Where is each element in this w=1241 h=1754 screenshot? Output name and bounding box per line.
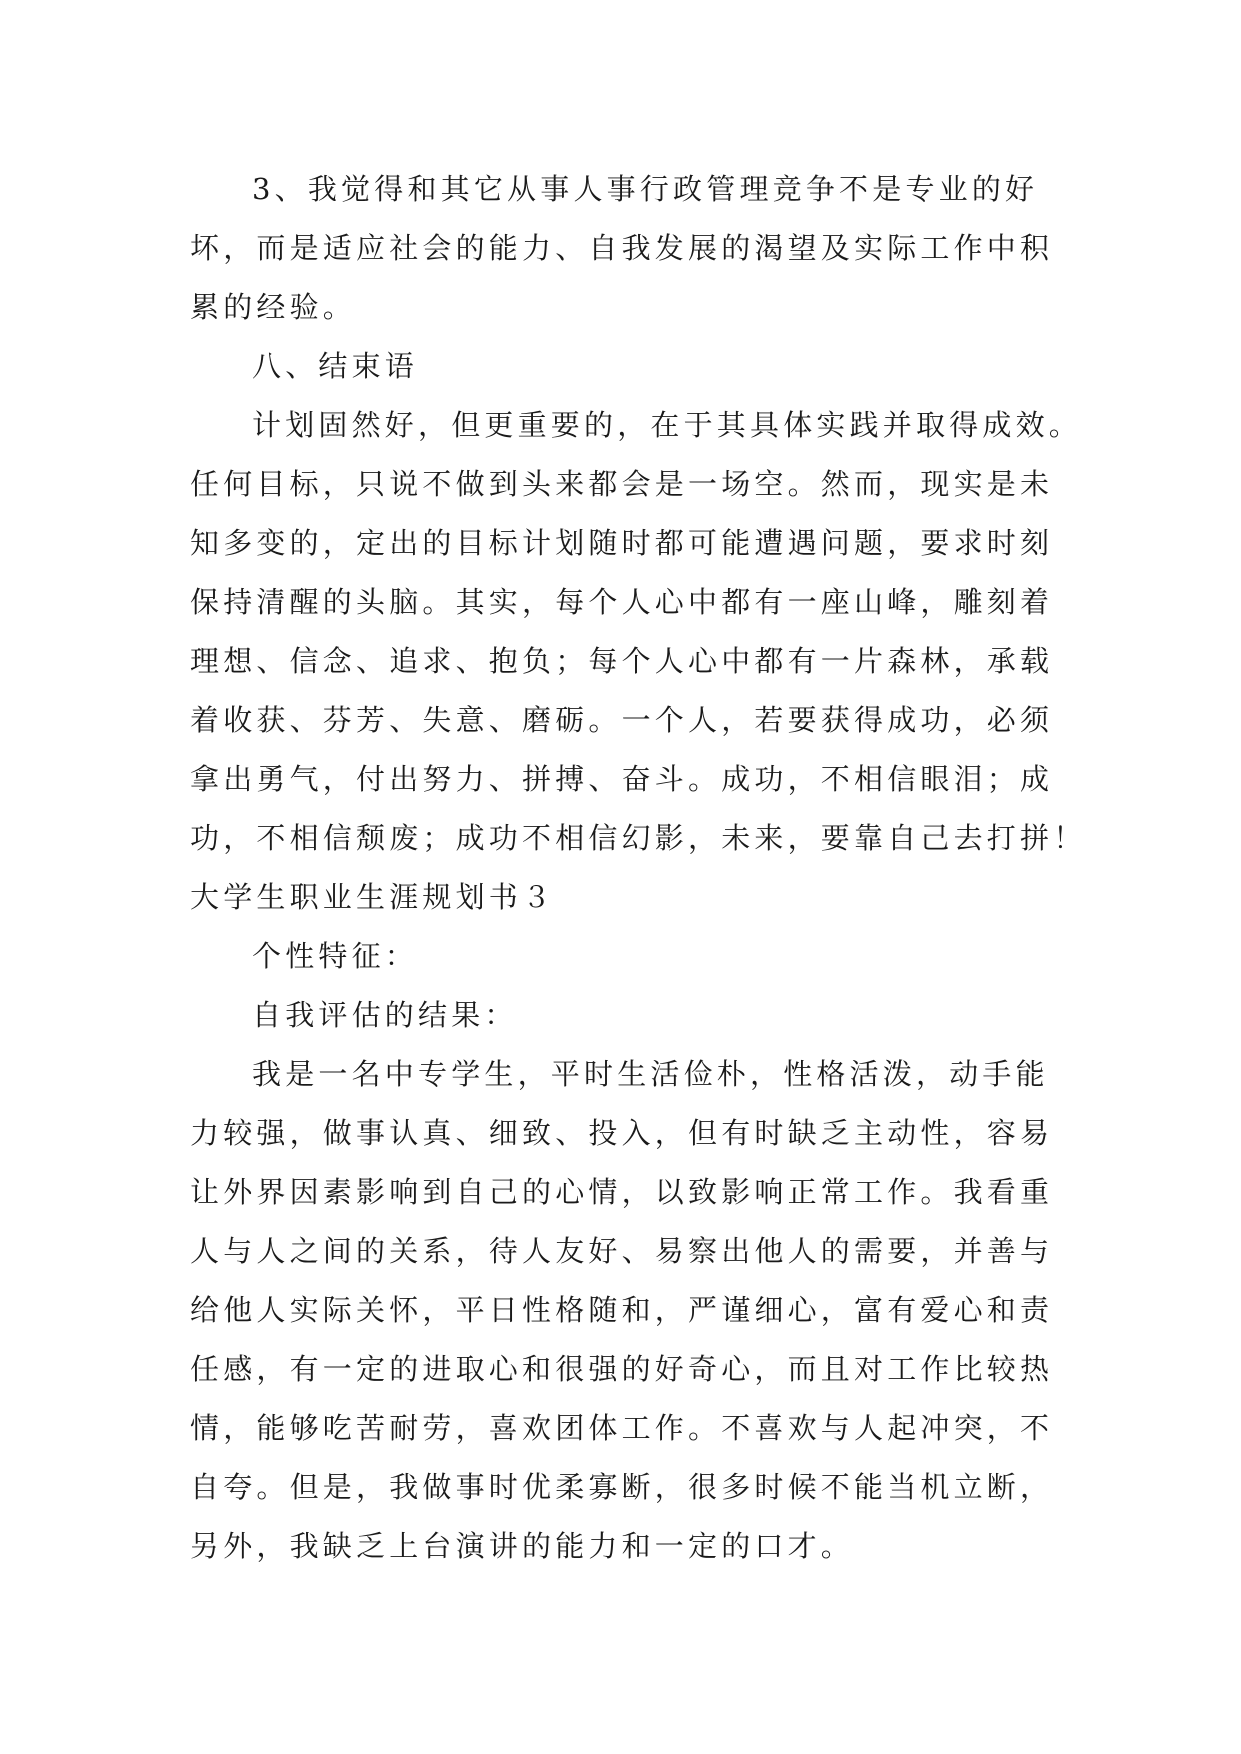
paragraph-line: 坏，而是适应社会的能力、自我发展的渴望及实际工作中积: [190, 231, 1054, 265]
paragraph-line: 情，能够吃苦耐劳，喜欢团体工作。不喜欢与人起冲突，不: [190, 1411, 1054, 1445]
paragraph-line: 让外界因素影响到自己的心情，以致影响正常工作。我看重: [190, 1175, 1054, 1209]
section-heading: 自我评估的结果：: [252, 998, 518, 1032]
section-heading: 八、结束语: [252, 349, 419, 383]
paragraph-line: 拿出勇气，付出努力、拼搏、奋斗。成功，不相信眼泪；成: [190, 762, 1054, 796]
paragraph-line: 给他人实际关怀，平日性格随和，严谨细心，富有爱心和责: [190, 1293, 1054, 1327]
paragraph-line: 着收获、芬芳、失意、磨砺。一个人，若要获得成功，必须: [190, 703, 1054, 737]
paragraph-line: 任何目标，只说不做到头来都会是一场空。然而，现实是未: [190, 467, 1054, 501]
paragraph-line: 3、我觉得和其它从事人事行政管理竞争不是专业的好: [252, 172, 1039, 206]
document-title: 大学生职业生涯规划书３: [190, 880, 556, 914]
paragraph-line: 功，不相信颓废；成功不相信幻影，未来，要靠自己去打拼！: [190, 821, 1087, 855]
paragraph-line: 力较强，做事认真、细致、投入，但有时缺乏主动性，容易: [190, 1116, 1054, 1150]
paragraph-line: 任感，有一定的进取心和很强的好奇心，而且对工作比较热: [190, 1352, 1054, 1386]
paragraph-line: 保持清醒的头脑。其实，每个人心中都有一座山峰，雕刻着: [190, 585, 1054, 619]
paragraph-line: 自夸。但是，我做事时优柔寡断，很多时候不能当机立断，: [190, 1470, 1054, 1504]
paragraph-line: 累的经验。: [190, 290, 357, 324]
document-body: [190, 160, 1087, 1576]
section-heading: 个性特征：: [252, 939, 419, 973]
paragraph-line: 理想、信念、追求、抱负；每个人心中都有一片森林，承载: [190, 644, 1054, 678]
paragraph-line: 人与人之间的关系，待人友好、易察出他人的需要，并善与: [190, 1234, 1054, 1268]
paragraph-line: 另外，我缺乏上台演讲的能力和一定的口才。: [190, 1529, 855, 1563]
paragraph-line: 计划固然好，但更重要的，在于其具体实践并取得成效。: [252, 408, 1083, 442]
paragraph-line: 我是一名中专学生，平时生活俭朴，性格活泼，动手能: [252, 1057, 1049, 1091]
paragraph-line: 知多变的，定出的目标计划随时都可能遭遇问题，要求时刻: [190, 526, 1054, 560]
